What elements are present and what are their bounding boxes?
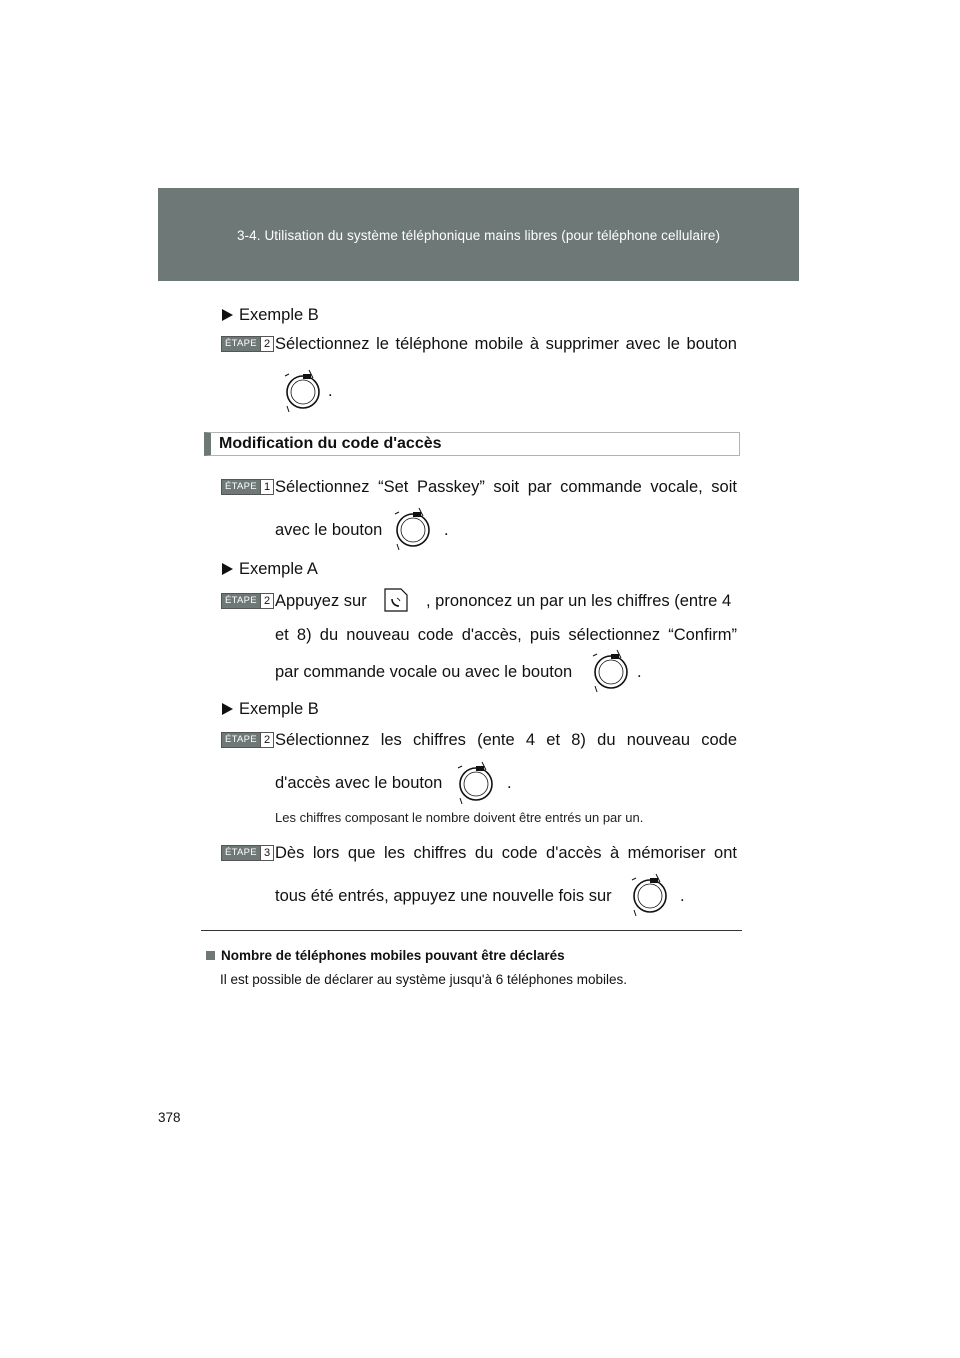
example-a-heading: Exemple A xyxy=(222,559,318,579)
sentence-end: . xyxy=(507,774,512,792)
note-body: Il est possible de déclarer au système jusqu'à 6 téléphones mobiles. xyxy=(220,972,628,987)
step-text: Sélectionnez “Set Passkey” soit par commande vocale, soit xyxy=(275,478,737,496)
step-text: Appuyez sur xyxy=(275,592,367,610)
square-bullet-icon xyxy=(206,951,215,960)
example-b-heading: Exemple B xyxy=(222,305,319,325)
section-title: Modification du code d'accès xyxy=(219,435,442,452)
step-text: tous été entrés, appuyez une nouvelle fois sur xyxy=(275,887,612,905)
note-heading: Nombre de téléphones mobiles pouvant être déclarés xyxy=(206,948,565,963)
sentence-end: . xyxy=(328,382,333,400)
step-text: avec le bouton xyxy=(275,521,383,539)
sentence-end: . xyxy=(637,663,642,681)
step-text: , prononcez un par un les chiffres (entre 4 xyxy=(426,592,732,610)
phone-button-icon xyxy=(383,587,409,613)
chapter-header xyxy=(158,188,799,281)
sentence-end: . xyxy=(444,521,449,539)
page-number: 378 xyxy=(158,1110,181,1125)
divider xyxy=(201,930,742,931)
step-text: et 8) du nouveau code d'accès, puis sélectionnez “Confirm” xyxy=(275,626,737,644)
arrow-right-icon xyxy=(222,563,233,575)
example-b-heading: Exemple B xyxy=(222,699,319,719)
tune-knob-icon xyxy=(389,506,435,552)
step-badge: ÉTAPE 2 xyxy=(221,336,274,352)
sentence-end: . xyxy=(680,887,685,905)
arrow-right-icon xyxy=(222,703,233,715)
step-badge: ÉTAPE 2 xyxy=(221,732,274,748)
step-badge: ÉTAPE 3 xyxy=(221,845,274,861)
tune-knob-icon xyxy=(626,872,672,918)
arrow-right-icon xyxy=(222,309,233,321)
step-text: Dès lors que les chiffres du code d'accès à mémoriser ont xyxy=(275,844,737,862)
step-text: d'accès avec le bouton xyxy=(275,774,443,792)
step-badge: ÉTAPE 1 xyxy=(221,479,274,495)
section-heading xyxy=(204,432,740,456)
chapter-title: 3-4. Utilisation du système téléphonique mains libres (pour téléphone cellulaire) xyxy=(236,228,721,243)
tune-knob-icon xyxy=(279,368,325,414)
step-text: par commande vocale ou avec le bouton xyxy=(275,663,573,681)
step-text: Sélectionnez les chiffres (ente 4 et 8) du nouveau code xyxy=(275,731,737,749)
step-badge: ÉTAPE 2 xyxy=(221,593,274,609)
tune-knob-icon xyxy=(452,760,498,806)
tune-knob-icon xyxy=(587,648,633,694)
step-note: Les chiffres composant le nombre doivent être entrés un par un. xyxy=(275,810,644,825)
step-text: Sélectionnez le téléphone mobile à supprimer avec le bouton xyxy=(275,335,737,353)
